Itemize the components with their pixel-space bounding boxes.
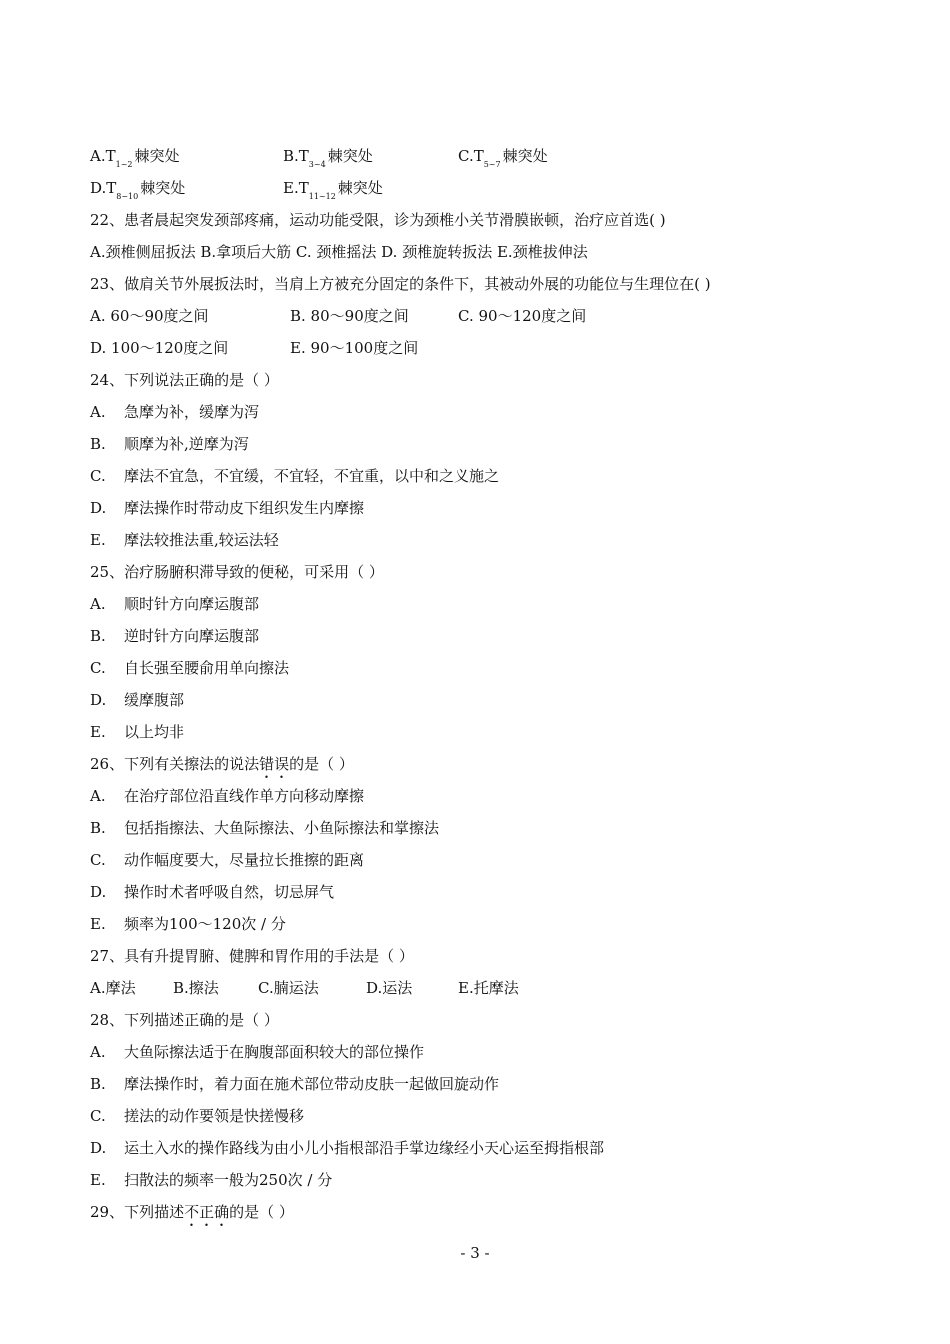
q25-option-b: B. 逆时针方向摩运腹部: [90, 627, 260, 645]
q25-stem: 25、治疗肠腑积滞导致的便秘，可采用（ ）: [90, 563, 384, 581]
q26-option-a: A. 在治疗部位沿直线作单方向移动摩擦: [90, 787, 365, 805]
q21-option-c: $C.T_{5\sim 7}$ 棘突处: [458, 147, 548, 169]
q26-emphasis: 错误: [259, 755, 290, 773]
q23-option-c: C. 90～120度之间: [458, 307, 587, 325]
q25-option-d: D. 缓摩腹部: [90, 691, 185, 709]
q27-option-d: D.运法: [366, 979, 413, 997]
q21-option-d: $D.T_{8\sim 10}$ 棘突处: [90, 179, 186, 201]
q24-option-d: D. 摩法操作时带动皮下组织发生内摩擦: [90, 499, 365, 517]
q27-option-c: C.腩运法: [258, 979, 319, 997]
q28-option-a: A. 大鱼际擦法适于在胸腹部面积较大的部位操作: [90, 1043, 425, 1061]
q27-stem: 27、具有升提胃腑、健脾和胃作用的手法是（ ）: [90, 947, 414, 965]
q23-option-a: A. 60～90度之间: [90, 307, 209, 325]
q24-stem: 24、下列说法正确的是（ ）: [90, 371, 279, 389]
q23-stem: 23、做肩关节外展扳法时，当肩上方被充分固定的条件下，其被动外展的功能位与生理位在( ): [90, 275, 711, 293]
q21-option-e: $E.T_{11\sim 12}$ 棘突处: [283, 179, 383, 201]
q23-option-b: B. 80～90度之间: [290, 307, 409, 325]
q25-option-e: E. 以上均非: [90, 723, 185, 741]
q21-option-b: $B.T_{3\sim 4}$ 棘突处: [283, 147, 373, 169]
q28-option-c: C. 搓法的动作要领是快搓慢移: [90, 1107, 305, 1125]
q28-option-d: D. 运土入水的操作路线为由小儿小指根部沿手掌边缘经小天心运至拇指根部: [90, 1139, 605, 1157]
q27-option-e: E.托摩法: [458, 979, 519, 997]
q26-stem: 26、下列有关擦法的说法错误的是（ ）: [90, 755, 354, 773]
q22-options: A.颈椎侧屈扳法 B.拿项后大筋 C. 颈椎摇法 D. 颈椎旋转扳法 E.颈椎拔伸法: [90, 243, 588, 261]
q28-option-e: E. 扫散法的频率一般为250次 / 分: [90, 1171, 333, 1189]
q26-option-e: E. 频率为100～120次 / 分: [90, 915, 286, 933]
q29-stem: 29、下列描述不正确的是（ ）: [90, 1203, 294, 1221]
q23-option-e: E. 90～100度之间: [290, 339, 419, 357]
q22-stem: 22、患者晨起突发颈部疼痛，运动功能受限，诊为颈椎小关节滑膜嵌顿，治疗应首选( ): [90, 211, 666, 229]
q21-option-a: $A.T_{1\sim 2}$ 棘突处: [90, 147, 180, 169]
q25-option-c: C. 自长强至腰俞用单向擦法: [90, 659, 290, 677]
q29-emphasis: 不正确: [184, 1203, 230, 1221]
q26-option-b: B. 包括指擦法、大鱼际擦法、小鱼际擦法和掌擦法: [90, 819, 440, 837]
q26-option-d: D. 操作时术者呼吸自然，切忌屏气: [90, 883, 335, 901]
q24-option-b: B. 顺摩为补,逆摩为泻: [90, 435, 249, 453]
q25-option-a: A. 顺时针方向摩运腹部: [90, 595, 260, 613]
q24-option-c: C. 摩法不宜急，不宜缓，不宜轻，不宜重，以中和之义施之: [90, 467, 500, 485]
q27-option-a: A.摩法: [90, 979, 136, 997]
q28-stem: 28、下列描述正确的是（ ）: [90, 1011, 279, 1029]
q27-option-b: B.擦法: [173, 979, 219, 997]
q26-option-c: C. 动作幅度要大，尽量拉长推擦的距离: [90, 851, 365, 869]
q24-option-a: A. 急摩为补，缓摩为泻: [90, 403, 260, 421]
page-number: - 3 -: [460, 1244, 490, 1262]
q24-option-e: E. 摩法较推法重,较运法轻: [90, 531, 279, 549]
q23-option-d: D. 100～120度之间: [90, 339, 229, 357]
q28-option-b: B. 摩法操作时，着力面在施术部位带动皮肤一起做回旋动作: [90, 1075, 500, 1093]
